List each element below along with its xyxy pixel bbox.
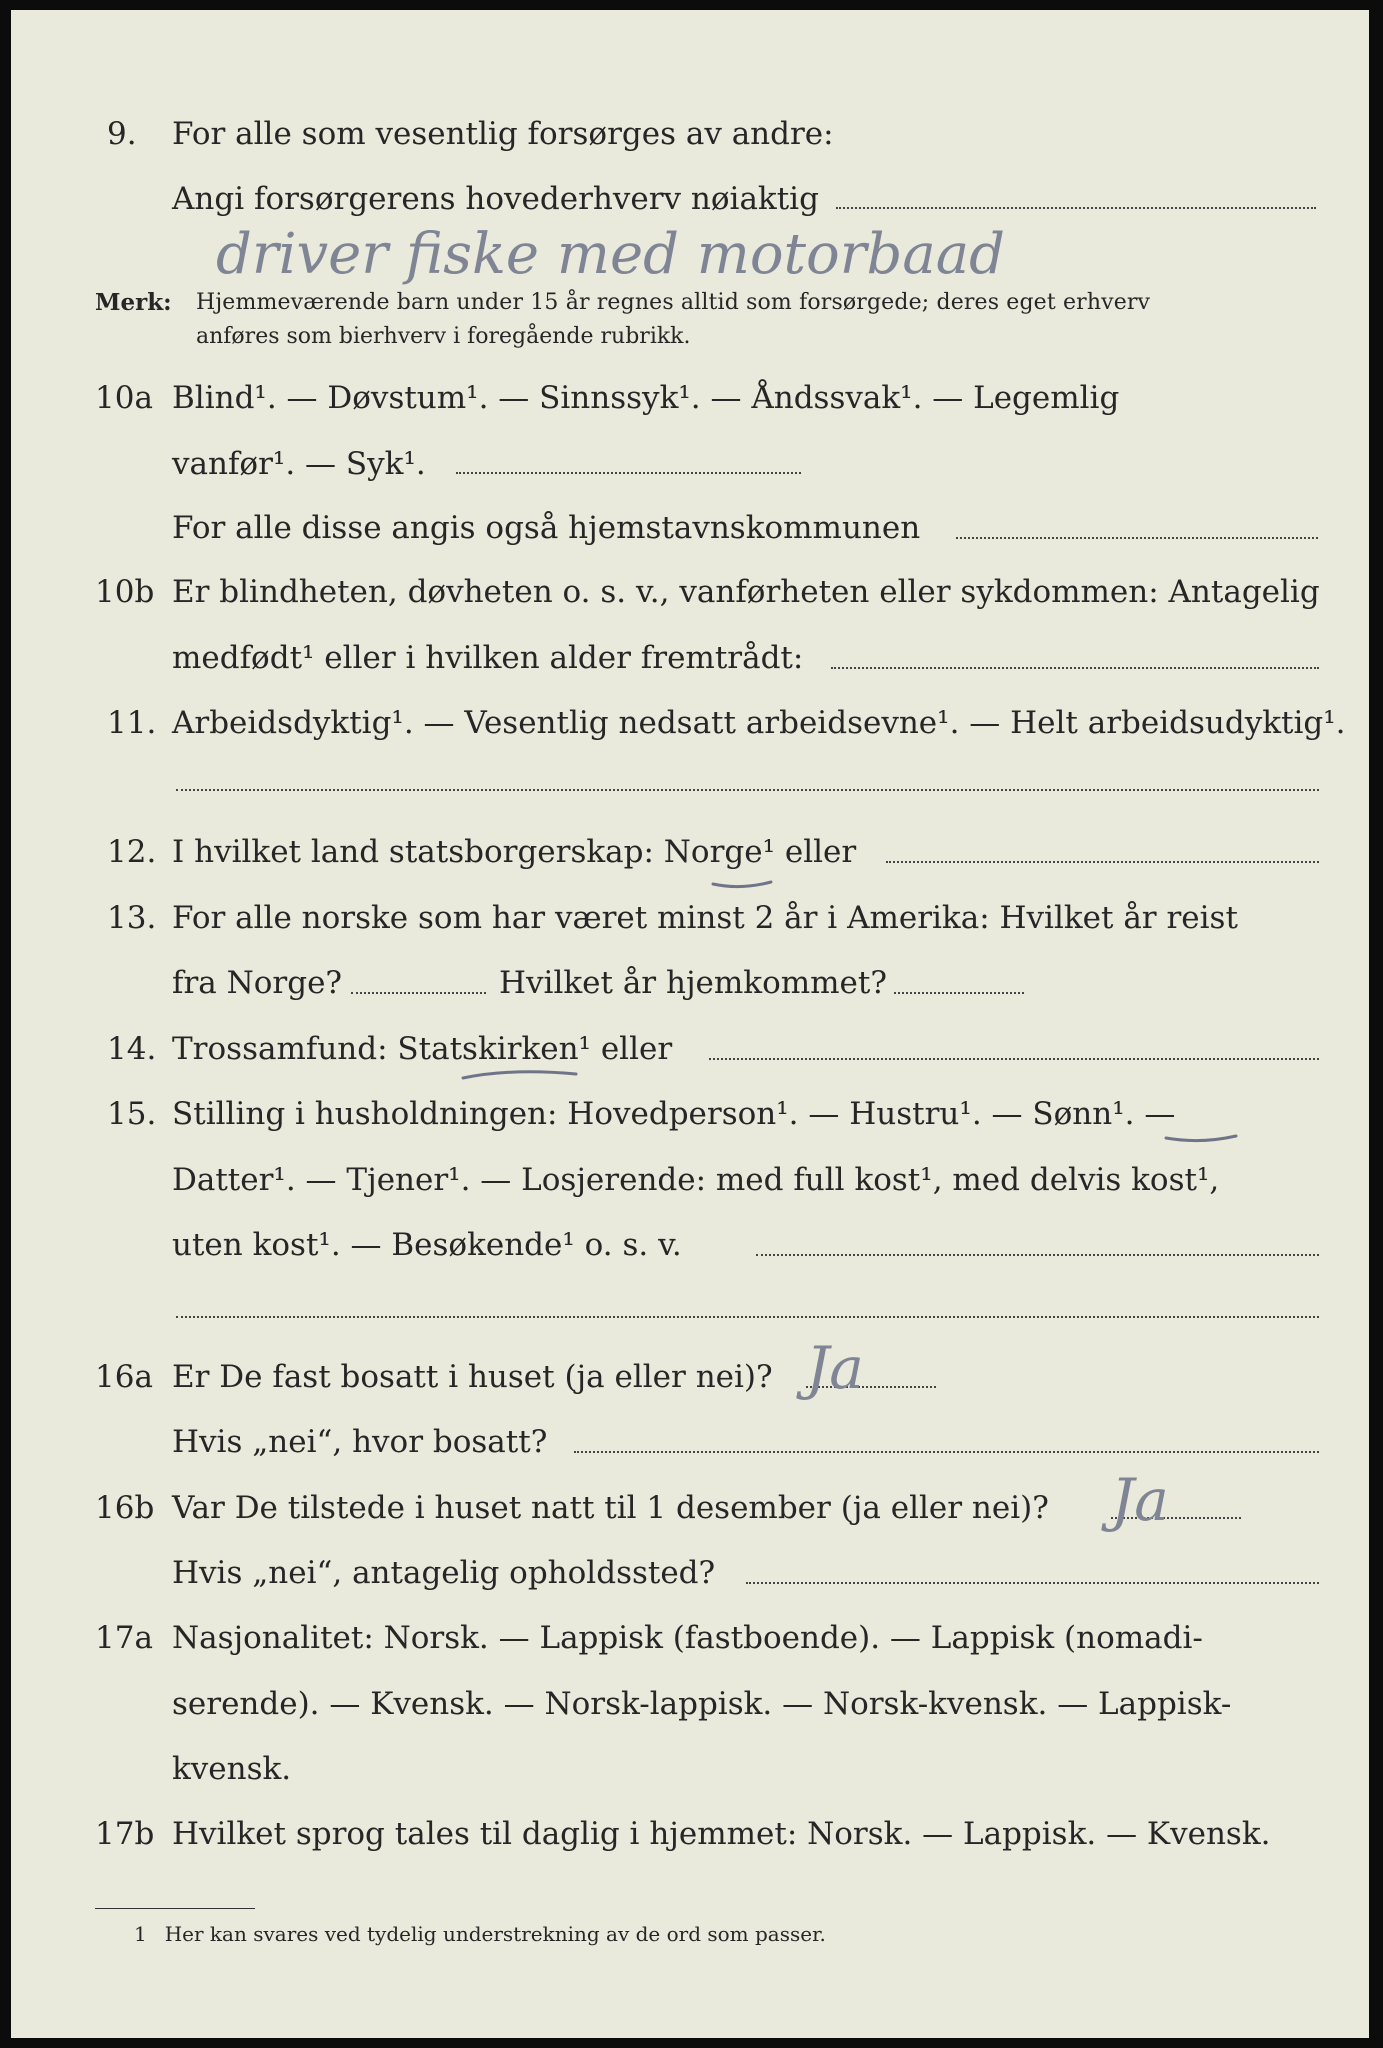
question-number: 10b	[95, 574, 155, 610]
answer-line	[176, 789, 1319, 791]
question-number: 15.	[107, 1096, 157, 1132]
answer-line	[886, 861, 1319, 863]
question-number: 13.	[107, 900, 157, 936]
answer-line	[894, 992, 1024, 994]
question-text: I hvilket land statsborgerskap: Norge¹ eller	[172, 834, 857, 870]
question-text: Trossamfund: Statskirken¹ eller	[172, 1031, 673, 1067]
question-number: 17b	[95, 1816, 155, 1852]
question-text: Er blindheten, døvheten o. s. v., vanførheten eller sykdommen: Antagelig	[172, 574, 1320, 610]
question-text: kvensk.	[172, 1751, 292, 1787]
answer-line	[831, 667, 1319, 669]
census-form-page	[11, 10, 1369, 2038]
question-text: vanfør¹. — Syk¹.	[172, 446, 426, 482]
answer-line	[351, 992, 486, 994]
question-text: Hvilket år hjemkommet?	[499, 965, 887, 1001]
question-text: medfødt¹ eller i hvilken alder fremtrådt:	[172, 640, 804, 676]
question-text: uten kost¹. — Besøkende¹ o. s. v.	[172, 1227, 682, 1263]
question-text: Hvis „nei“, hvor bosatt?	[172, 1424, 548, 1460]
answer-line	[956, 537, 1318, 539]
question-number: 16b	[95, 1490, 155, 1526]
handwritten-answer-q16a: Ja	[806, 1334, 864, 1402]
question-text: For alle norske som har været minst 2 år i Amerika: Hvilket år reist	[172, 900, 1238, 936]
question-text: For alle som vesentlig forsørges av andre:	[172, 116, 834, 152]
answer-line	[806, 1386, 936, 1388]
question-text: Nasjonalitet: Norsk. — Lappisk (fastboende). — Lappisk (nomadi-	[172, 1620, 1203, 1656]
answer-line	[456, 472, 801, 474]
answer-line	[756, 1254, 1319, 1256]
underline-norge	[713, 882, 771, 887]
footnote-rule	[95, 1908, 255, 1909]
note-text: Hjemmeværende barn under 15 år regnes alltid som forsørgede; deres eget erhverv	[196, 290, 1151, 315]
question-number: 17a	[95, 1620, 153, 1656]
question-number: 9.	[107, 116, 137, 152]
question-text: Arbeidsdyktig¹. — Vesentlig nedsatt arbeidsevne¹. — Helt arbeidsudyktig¹.	[172, 705, 1346, 741]
footnote	[134, 1922, 826, 1946]
question-text: Stilling i husholdningen: Hovedperson¹. — Hustru¹. — Sønn¹. —	[172, 1096, 1176, 1132]
question-text: Hvis „nei“, antagelig opholdssted?	[172, 1555, 716, 1591]
footnote-text: Her kan svares ved tydelig understrekning av de ord som passer.	[164, 1922, 826, 1946]
question-number: 10a	[95, 380, 153, 416]
question-text: Blind¹. — Døvstum¹. — Sinnssyk¹. — Åndssvak¹. — Legemlig	[172, 380, 1120, 416]
answer-line	[574, 1451, 1319, 1453]
question-number: 14.	[107, 1031, 157, 1067]
question-number: 12.	[107, 834, 157, 870]
underline-sonn	[1166, 1136, 1236, 1141]
handwritten-answer-q9: driver fiske med motorbaad	[216, 222, 1006, 287]
footnote-mark: 1	[134, 1922, 147, 1946]
underline-statskirken	[463, 1072, 576, 1078]
note-label: Merk:	[95, 289, 172, 316]
question-number: 11.	[107, 705, 157, 741]
question-text: fra Norge?	[172, 965, 343, 1001]
question-text: serende). — Kvensk. — Norsk-lappisk. — Norsk-kvensk. — Lappisk-	[172, 1686, 1232, 1722]
question-text: Datter¹. — Tjener¹. — Losjerende: med full kost¹, med delvis kost¹,	[172, 1162, 1220, 1198]
answer-line	[836, 207, 1316, 209]
answer-line	[1111, 1517, 1241, 1519]
question-text: For alle disse angis også hjemstavnskommunen	[172, 510, 921, 546]
question-number: 16a	[95, 1359, 153, 1395]
question-text: Hvilket sprog tales til daglig i hjemmet: Norsk. — Lappisk. — Kvensk.	[172, 1816, 1271, 1852]
answer-line	[746, 1582, 1319, 1584]
question-text: Var De tilstede i huset natt til 1 desember (ja eller nei)?	[172, 1490, 1049, 1526]
answer-line	[176, 1316, 1319, 1318]
answer-line	[709, 1058, 1319, 1060]
question-text: Er De fast bosatt i huset (ja eller nei)?	[172, 1359, 773, 1395]
handwritten-answer-q16b: Ja	[1111, 1466, 1169, 1534]
note-text: anføres som bierhverv i foregående rubrikk.	[196, 324, 691, 349]
question-text: Angi forsørgerens hovederhverv nøiaktig	[172, 181, 819, 217]
